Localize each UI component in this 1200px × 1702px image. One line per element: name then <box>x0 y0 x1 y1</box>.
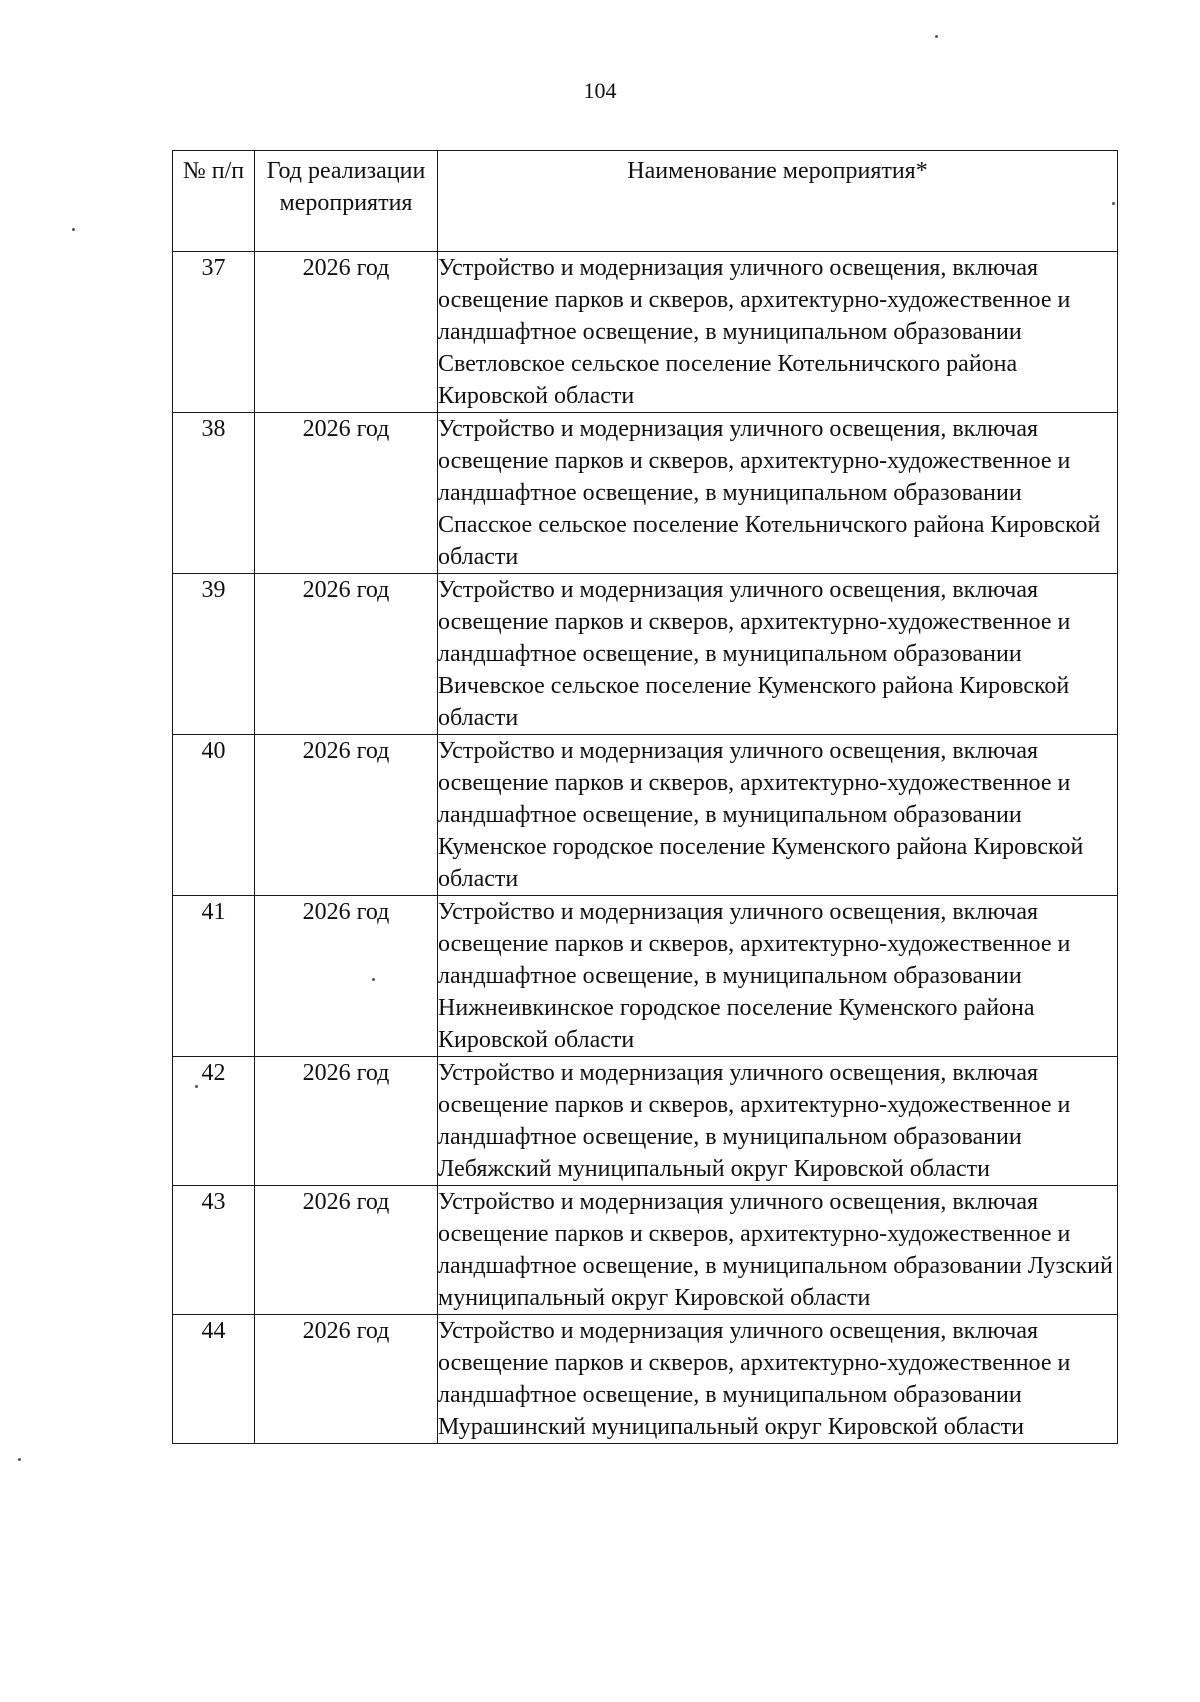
header-event-name: Наименование мероприятия* <box>438 151 1118 252</box>
row-number: 44 <box>173 1315 255 1444</box>
row-number: 41 <box>173 896 255 1057</box>
table-row <box>173 413 1118 574</box>
row-event-name: Устройство и модернизация уличного освещения, включая освещение парков и скверов, архитектурно-художественное и ландшафтное освещение, в муниципальном образовании Мурашинский муниципальный округ Кировской области <box>438 1315 1118 1444</box>
page-number: 104 <box>583 78 617 103</box>
header-year: Год реализации мероприятия <box>255 151 438 252</box>
row-event-name: Устройство и модернизация уличного освещения, включая освещение парков и скверов, архитектурно-художественное и ландшафтное освещение, в муниципальном образовании Лебяжский муниципальный округ Кировской области <box>438 1057 1118 1186</box>
row-year: 2026 год <box>255 735 438 896</box>
row-event-name: Устройство и модернизация уличного освещения, включая освещение парков и скверов, архитектурно-художественное и ландшафтное освещение, в муниципальном образовании Спасское сельское поселение Котельничского района Кировской области <box>438 413 1118 574</box>
row-number: 42 <box>173 1057 255 1186</box>
row-number: 40 <box>173 735 255 896</box>
row-number: 38 <box>173 413 255 574</box>
row-event-name: Устройство и модернизация уличного освещения, включая освещение парков и скверов, архитектурно-художественное и ландшафтное освещение, в муниципальном образовании Вичевское сельское поселение Куменского района Кировской области <box>438 574 1118 735</box>
header-number: № п/п <box>173 151 255 252</box>
table-row <box>173 252 1118 413</box>
scan-speck <box>18 1458 21 1461</box>
row-event-name: Устройство и модернизация уличного освещения, включая освещение парков и скверов, архитектурно-художественное и ландшафтное освещение, в муниципальном образовании Нижнеивкинское городское поселение Куменского района Кировской области <box>438 896 1118 1057</box>
row-number: 37 <box>173 252 255 413</box>
row-year: 2026 год <box>255 574 438 735</box>
row-event-name: Устройство и модернизация уличного освещения, включая освещение парков и скверов, архитектурно-художественное и ландшафтное освещение, в муниципальном образовании Куменское городское поселение Куменского района Кировской области <box>438 735 1118 896</box>
scan-speck <box>935 35 938 38</box>
events-table <box>172 150 1118 1444</box>
table-row <box>173 896 1118 1057</box>
row-year: 2026 год <box>255 896 438 1057</box>
row-year: 2026 год <box>255 1057 438 1186</box>
row-event-name: Устройство и модернизация уличного освещения, включая освещение парков и скверов, архитектурно-художественное и ландшафтное освещение, в муниципальном образовании Светловское сельское поселение Котельничского района Кировской области <box>438 252 1118 413</box>
scan-speck <box>72 228 75 231</box>
row-number: 39 <box>173 574 255 735</box>
row-year: 2026 год <box>255 1315 438 1444</box>
table-row <box>173 1315 1118 1444</box>
table-row <box>173 574 1118 735</box>
row-year: 2026 год <box>255 413 438 574</box>
table-row <box>173 735 1118 896</box>
table-row <box>173 1057 1118 1186</box>
table-row <box>173 1186 1118 1315</box>
row-year: 2026 год <box>255 1186 438 1315</box>
row-event-name: Устройство и модернизация уличного освещения, включая освещение парков и скверов, архитектурно-художественное и ландшафтное освещение, в муниципальном образовании Лузский муниципальный округ Кировской области <box>438 1186 1118 1315</box>
table-header-row <box>173 151 1118 252</box>
row-number: 43 <box>173 1186 255 1315</box>
row-year: 2026 год <box>255 252 438 413</box>
